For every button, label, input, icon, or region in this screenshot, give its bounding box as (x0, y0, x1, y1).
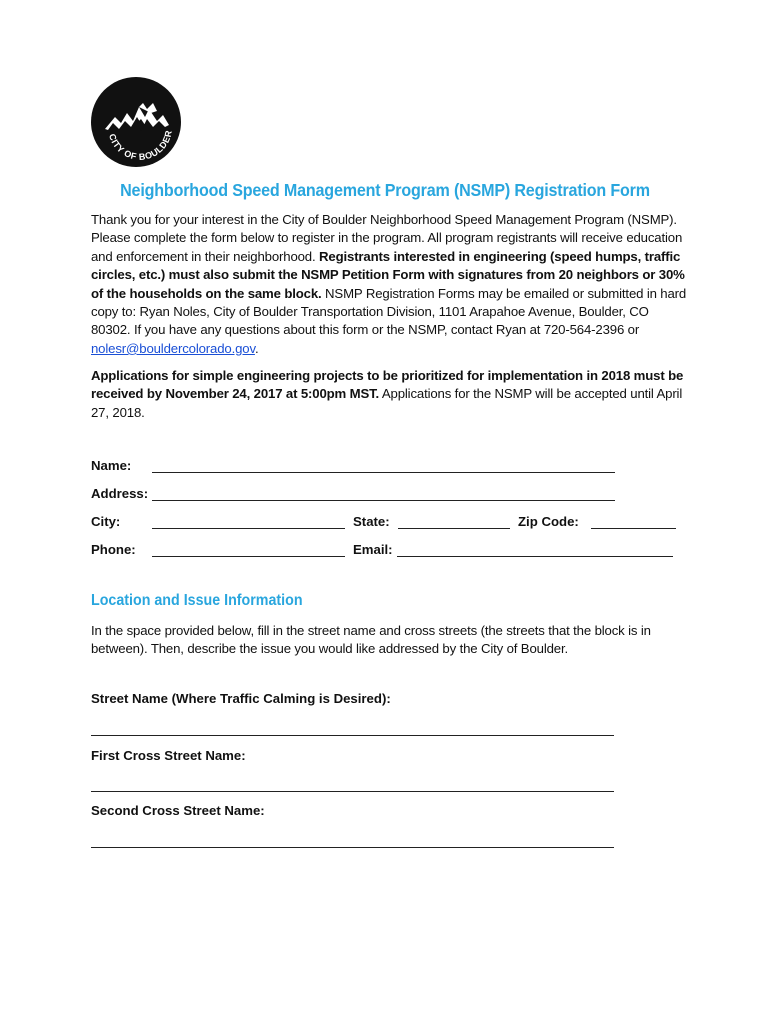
email-link[interactable]: nolesr@bouldercolorado.gov (91, 340, 255, 356)
first-cross-street-field[interactable] (91, 790, 614, 792)
location-instructions: In the space provided below, fill in the street name and cross streets (the streets that the block is in between). Then, describe the issue you would like addressed by the City of Boulder. (91, 623, 651, 657)
first-cross-street-label: First Cross Street Name: (91, 748, 246, 763)
street-name-field[interactable] (91, 734, 614, 736)
city-of-boulder-logo (91, 77, 181, 167)
second-cross-street-label: Second Cross Street Name: (91, 803, 265, 818)
city-label: City: (91, 514, 121, 529)
location-heading: Location and Issue Information (91, 592, 303, 609)
zip-label: Zip Code: (518, 514, 579, 529)
intro-text-1: Thank you for your interest in the City of Boulder Neighborhood Speed Management Program (NSMP). Please complete the form below to register in the program. All program registrants will receive education and enforcement in their neighborhood. (91, 212, 683, 264)
deadline-bold-text: Applications for simple engineering projects to be prioritized for implementation in 2018 must be received by November 24, 2017 at 5:00pm MST. (91, 368, 684, 402)
form-title: Neighborhood Speed Management Program (NSMP) Registration Form (120, 180, 650, 200)
logo-text: CITY OF BOULDER (106, 129, 174, 162)
address-label: Address: (91, 486, 149, 501)
intro-paragraph (91, 211, 691, 358)
address-field[interactable] (152, 487, 615, 501)
zip-field[interactable] (591, 515, 676, 529)
email-field[interactable] (397, 543, 673, 557)
second-cross-street-field[interactable] (91, 846, 614, 848)
name-field[interactable] (152, 459, 615, 473)
deadline-paragraph (91, 367, 691, 422)
phone-label: Phone: (91, 542, 136, 557)
intro-end: . (254, 340, 259, 356)
intro-bold-text: Registrants interested in engineering (speed humps, traffic circles, etc.) must also submit the NSMP Petition Form with signatures from 20 neighbors or 30% of the households on the same block. (91, 248, 685, 301)
email-label: Email: (353, 542, 393, 557)
deadline-text: Applications for the NSMP will be accepted until April 27, 2018. (91, 386, 683, 420)
city-field[interactable] (152, 515, 345, 529)
state-label: State: (353, 514, 390, 529)
street-name-label: Street Name (Where Traffic Calming is Desired): (91, 691, 391, 706)
state-field[interactable] (398, 515, 510, 529)
name-label: Name: (91, 458, 132, 473)
phone-field[interactable] (152, 543, 345, 557)
intro-text-2: NSMP Registration Forms may be emailed or submitted in hard copy to: Ryan Noles, City of Boulder Transportation Division, 1101 Arapahoe Avenue, Boulder, CO 80302. If you have any questions about this form or the NSMP, contact Ryan at 720-564-2396 or (91, 285, 687, 338)
